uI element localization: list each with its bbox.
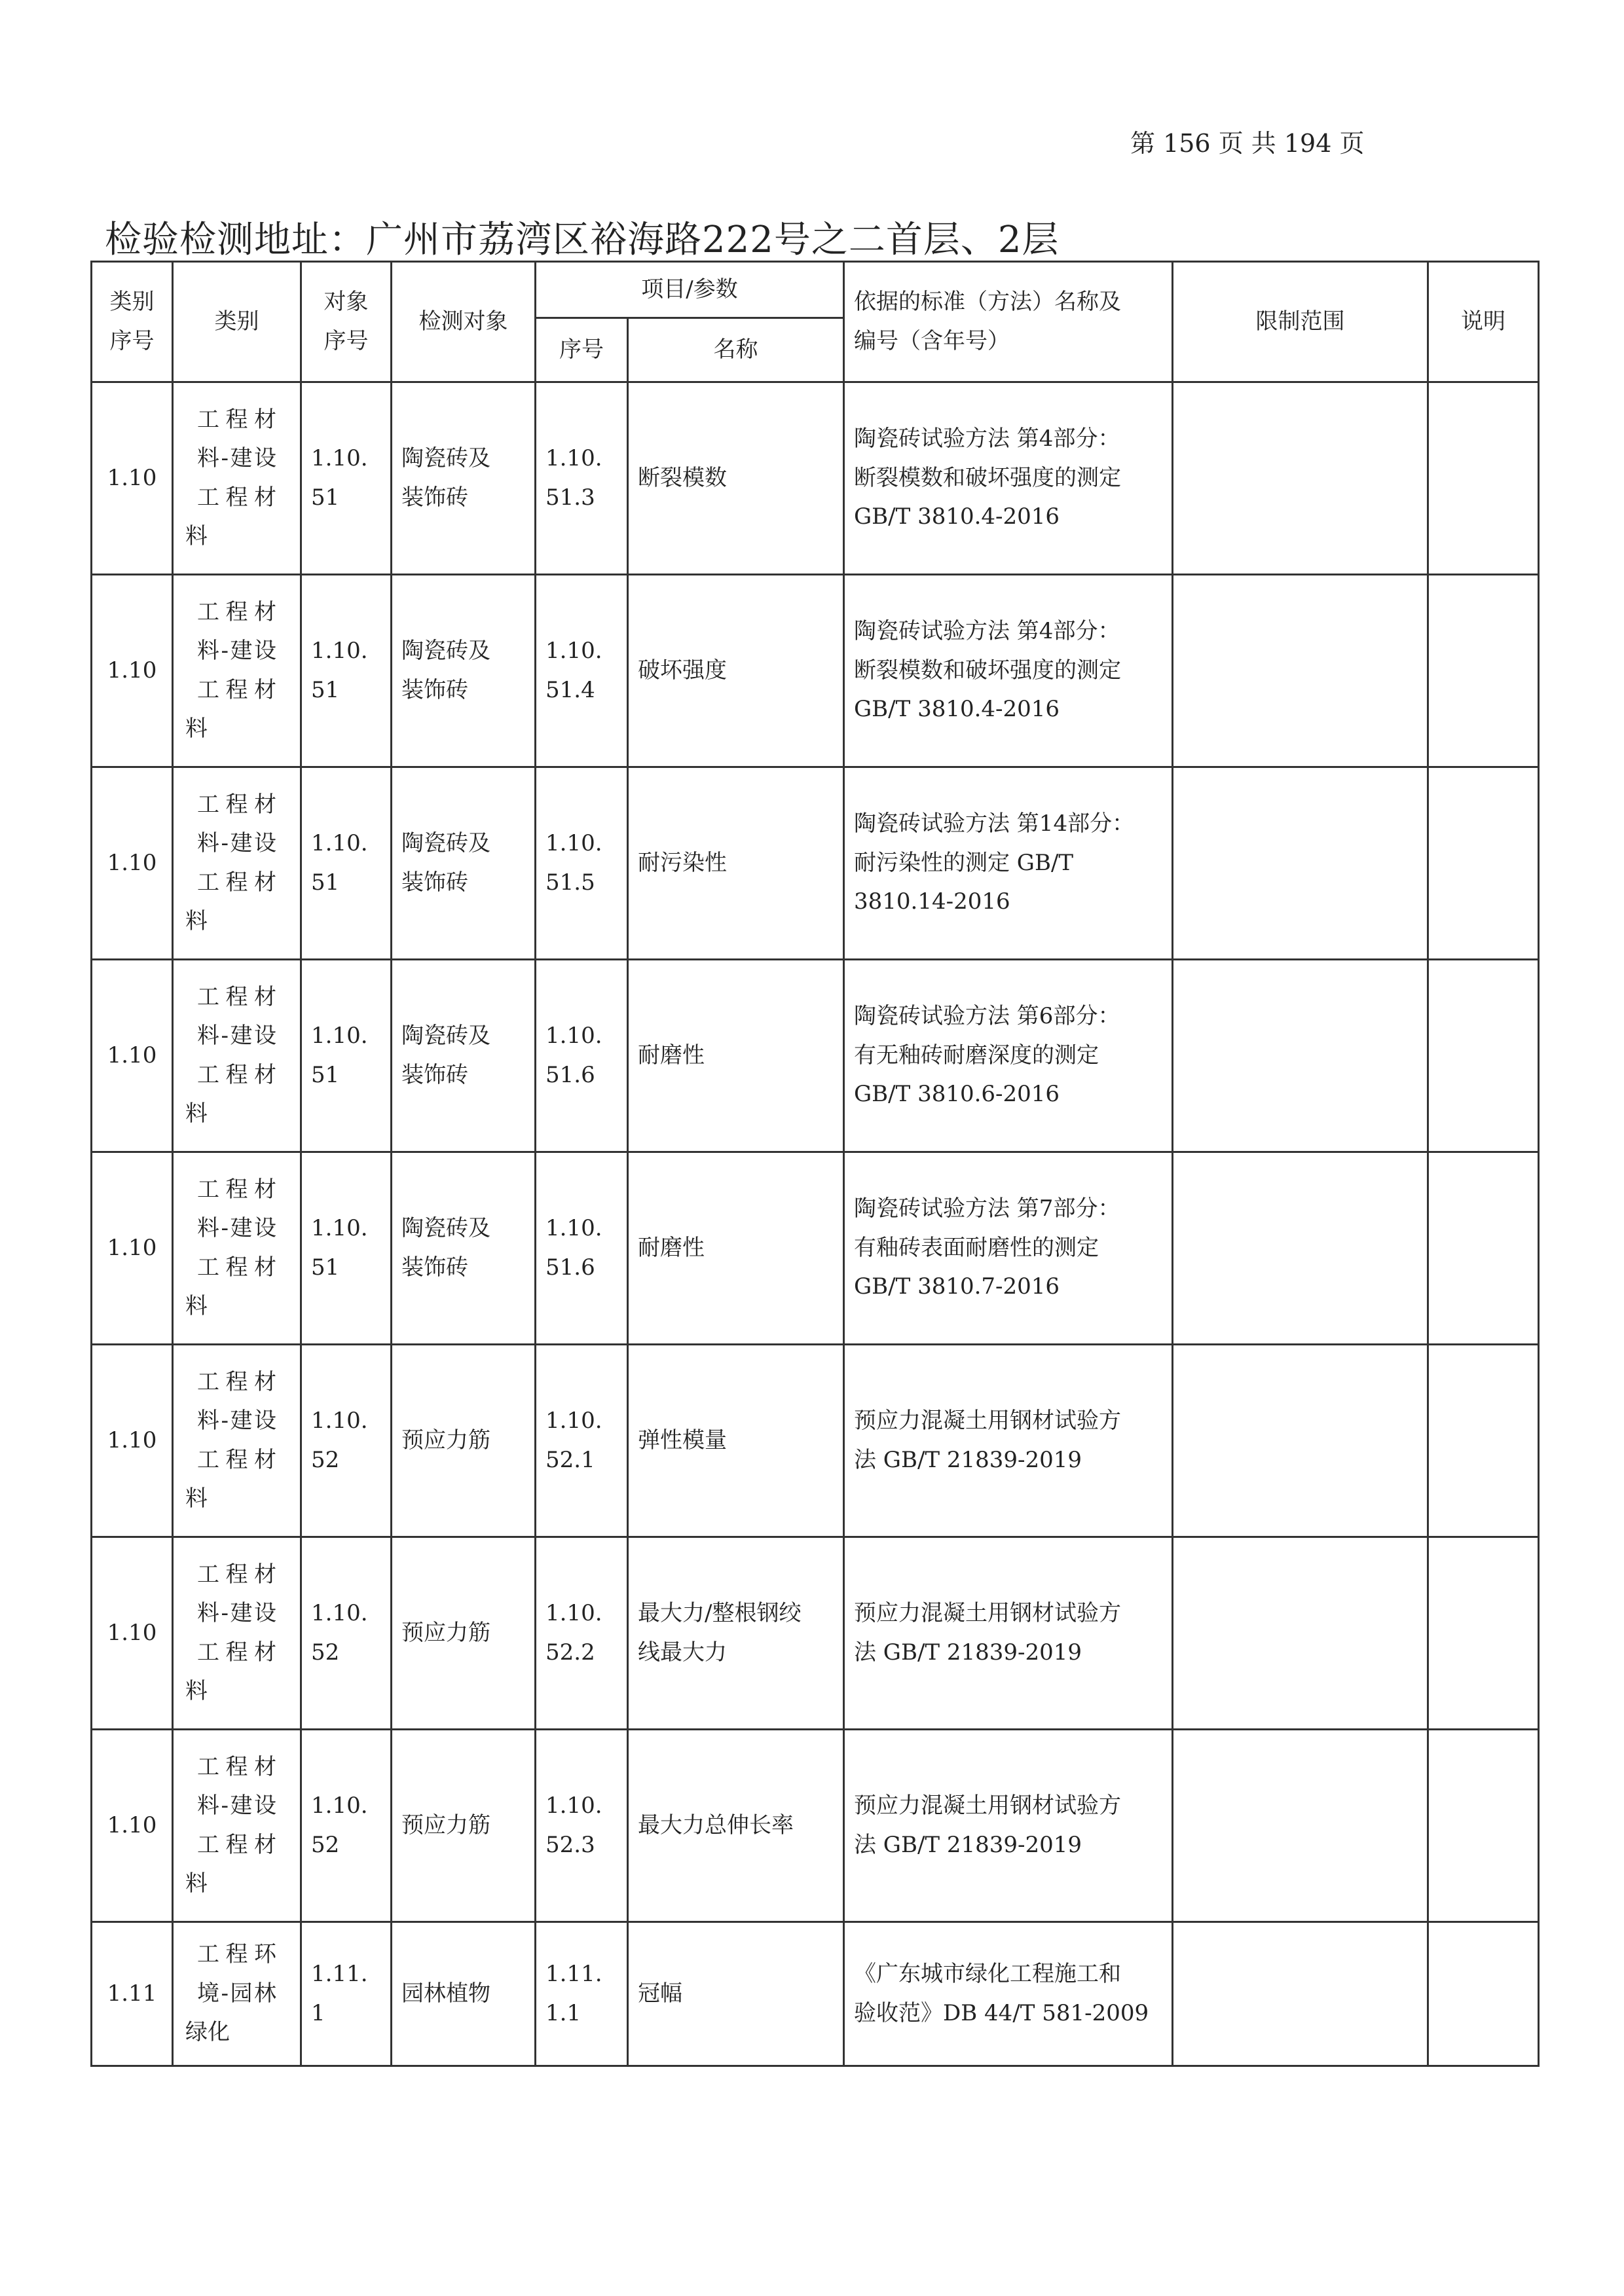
table-row: [92, 1730, 1539, 1922]
category-line: 工程材: [197, 676, 276, 703]
standard-cell: 《广东城市绿化工程施工和 验收范》DB 44/T 581-2009: [844, 1922, 1173, 2066]
category-no-cell: 1.10: [92, 1345, 173, 1537]
table-row: [92, 382, 1539, 575]
item-no-cell: 1.10. 51.3: [536, 382, 628, 575]
object-no-cell: 1.10. 51: [301, 960, 392, 1152]
header-category: 类别: [173, 262, 301, 382]
item-no-cell: 1.11. 1.1: [536, 1922, 628, 2066]
category-line: 境-园林: [197, 1980, 276, 2007]
category-line: 料: [185, 716, 208, 742]
object-cell: 预应力筋: [392, 1730, 536, 1922]
item-name-cell: 耐磨性: [628, 960, 844, 1152]
category-cell: [173, 1922, 301, 2066]
item-no-cell: 1.10. 52.1: [536, 1345, 628, 1537]
note-cell: [1428, 1345, 1539, 1537]
category-cell: [173, 767, 301, 960]
category-line: 绿化: [185, 2019, 230, 2046]
object-cell: 陶瓷砖及 装饰砖: [392, 575, 536, 767]
standard-cell: 陶瓷砖试验方法 第14部分： 耐污染性的测定 GB/T 3810.14-2016: [844, 767, 1173, 960]
category-line: 料: [185, 1485, 208, 1512]
category-line: 工程材: [197, 484, 276, 511]
category-line: 料-建设: [197, 1600, 276, 1626]
category-line: 工程材: [197, 1639, 276, 1666]
note-cell: [1428, 1730, 1539, 1922]
category-no-cell: 1.10: [92, 382, 173, 575]
item-no-cell: 1.10. 51.6: [536, 960, 628, 1152]
category-line: 工程材: [197, 791, 276, 818]
item-no-cell: 1.10. 51.4: [536, 575, 628, 767]
item-no-cell: 1.10. 51.6: [536, 1152, 628, 1345]
object-no-cell: 1.10. 51: [301, 575, 392, 767]
scope-table: [90, 261, 1540, 2067]
object-cell: 陶瓷砖及 装饰砖: [392, 382, 536, 575]
header-category-no: 类别 序号: [92, 262, 173, 382]
header-limit: 限制范围: [1173, 262, 1428, 382]
item-name-cell: 耐磨性: [628, 1152, 844, 1345]
category-line: 工程材: [197, 983, 276, 1010]
category-line: 工程材: [197, 1561, 276, 1588]
standard-cell: 陶瓷砖试验方法 第4部分： 断裂模数和破坏强度的测定 GB/T 3810.4-2016: [844, 575, 1173, 767]
note-cell: [1428, 382, 1539, 575]
category-line: 料: [185, 908, 208, 934]
table-row: [92, 960, 1539, 1152]
table-row: [92, 1922, 1539, 2066]
standard-cell: 预应力混凝土用钢材试验方 法 GB/T 21839-2019: [844, 1345, 1173, 1537]
header-item-name: 名称: [628, 318, 844, 382]
category-line: 工程材: [197, 1831, 276, 1858]
object-no-cell: 1.10. 51: [301, 767, 392, 960]
item-no-cell: 1.10. 52.2: [536, 1537, 628, 1730]
object-cell: 预应力筋: [392, 1345, 536, 1537]
category-cell: [173, 382, 301, 575]
category-line: 工程材: [197, 598, 276, 625]
category-cell: [173, 575, 301, 767]
header-standard: 依据的标准（方法）名称及 编号（含年号）: [844, 262, 1173, 382]
category-line: 料-建设: [197, 445, 276, 471]
category-no-cell: 1.10: [92, 575, 173, 767]
note-cell: [1428, 767, 1539, 960]
category-cell: [173, 1730, 301, 1922]
note-cell: [1428, 1152, 1539, 1345]
category-no-cell: 1.10: [92, 1730, 173, 1922]
item-name-cell: 耐污染性: [628, 767, 844, 960]
category-no-cell: 1.10: [92, 1537, 173, 1730]
category-line: 料-建设: [197, 1793, 276, 1819]
object-no-cell: 1.10. 52: [301, 1537, 392, 1730]
category-line: 料-建设: [197, 830, 276, 856]
note-cell: [1428, 1922, 1539, 2066]
table-row: [92, 1152, 1539, 1345]
category-line: 料-建设: [197, 1215, 276, 1241]
limit-cell: [1173, 960, 1428, 1152]
page-number: 第 156 页 共 194 页: [1130, 129, 1365, 158]
item-name-cell: 破坏强度: [628, 575, 844, 767]
category-line: 工程材: [197, 406, 276, 433]
category-cell: [173, 1345, 301, 1537]
testing-address: 检验检测地址：广州市荔湾区裕海路222号之二首层、2层: [105, 219, 1060, 261]
object-cell: 陶瓷砖及 装饰砖: [392, 767, 536, 960]
standard-cell: 陶瓷砖试验方法 第7部分： 有釉砖表面耐磨性的测定 GB/T 3810.7-2016: [844, 1152, 1173, 1345]
header-item-no: 序号: [536, 318, 628, 382]
category-line: 工程环: [197, 1941, 276, 1968]
note-cell: [1428, 960, 1539, 1152]
object-cell: 陶瓷砖及 装饰砖: [392, 960, 536, 1152]
category-cell: [173, 1152, 301, 1345]
note-cell: [1428, 1537, 1539, 1730]
object-no-cell: 1.10. 52: [301, 1730, 392, 1922]
standard-cell: 陶瓷砖试验方法 第4部分： 断裂模数和破坏强度的测定 GB/T 3810.4-2016: [844, 382, 1173, 575]
object-no-cell: 1.11. 1: [301, 1922, 392, 2066]
table-row: [92, 1537, 1539, 1730]
object-no-cell: 1.10. 52: [301, 1345, 392, 1537]
category-line: 工程材: [197, 1254, 276, 1281]
table-row: [92, 1345, 1539, 1537]
note-cell: [1428, 575, 1539, 767]
header-object-no: 对象 序号: [301, 262, 392, 382]
category-cell: [173, 1537, 301, 1730]
category-line: 料: [185, 1101, 208, 1127]
table-row: [92, 575, 1539, 767]
limit-cell: [1173, 767, 1428, 960]
category-no-cell: 1.10: [92, 960, 173, 1152]
object-cell: 陶瓷砖及 装饰砖: [392, 1152, 536, 1345]
header-object: 检测对象: [392, 262, 536, 382]
object-cell: 园林植物: [392, 1922, 536, 2066]
category-line: 料-建设: [197, 1408, 276, 1434]
limit-cell: [1173, 575, 1428, 767]
limit-cell: [1173, 1730, 1428, 1922]
category-line: 工程材: [197, 1753, 276, 1780]
limit-cell: [1173, 382, 1428, 575]
category-line: 料-建设: [197, 1023, 276, 1049]
category-line: 工程材: [197, 1446, 276, 1473]
item-name-cell: 断裂模数: [628, 382, 844, 575]
item-name-cell: 弹性模量: [628, 1345, 844, 1537]
standard-cell: 预应力混凝土用钢材试验方 法 GB/T 21839-2019: [844, 1730, 1173, 1922]
object-no-cell: 1.10. 51: [301, 1152, 392, 1345]
category-line: 料: [185, 1293, 208, 1319]
category-line: 工程材: [197, 1061, 276, 1088]
category-no-cell: 1.11: [92, 1922, 173, 2066]
category-cell: [173, 960, 301, 1152]
standard-cell: 陶瓷砖试验方法 第6部分： 有无釉砖耐磨深度的测定 GB/T 3810.6-2016: [844, 960, 1173, 1152]
category-no-cell: 1.10: [92, 767, 173, 960]
category-no-cell: 1.10: [92, 1152, 173, 1345]
category-line: 工程材: [197, 1368, 276, 1395]
item-no-cell: 1.10. 51.5: [536, 767, 628, 960]
item-name-cell: 最大力总伸长率: [628, 1730, 844, 1922]
item-name-cell: 最大力/整根钢绞 线最大力: [628, 1537, 844, 1730]
category-line: 料: [185, 1678, 208, 1704]
object-no-cell: 1.10. 51: [301, 382, 392, 575]
limit-cell: [1173, 1345, 1428, 1537]
header-note: 说明: [1428, 262, 1539, 382]
table-row: [92, 767, 1539, 960]
standard-cell: 预应力混凝土用钢材试验方 法 GB/T 21839-2019: [844, 1537, 1173, 1730]
limit-cell: [1173, 1922, 1428, 2066]
category-line: 料-建设: [197, 638, 276, 664]
category-line: 工程材: [197, 1176, 276, 1203]
category-line: 料: [185, 1870, 208, 1897]
item-no-cell: 1.10. 52.3: [536, 1730, 628, 1922]
category-line: 工程材: [197, 869, 276, 896]
limit-cell: [1173, 1537, 1428, 1730]
limit-cell: [1173, 1152, 1428, 1345]
category-line: 料: [185, 523, 208, 549]
header-item-param: 项目/参数: [536, 262, 844, 318]
item-name-cell: 冠幅: [628, 1922, 844, 2066]
object-cell: 预应力筋: [392, 1537, 536, 1730]
